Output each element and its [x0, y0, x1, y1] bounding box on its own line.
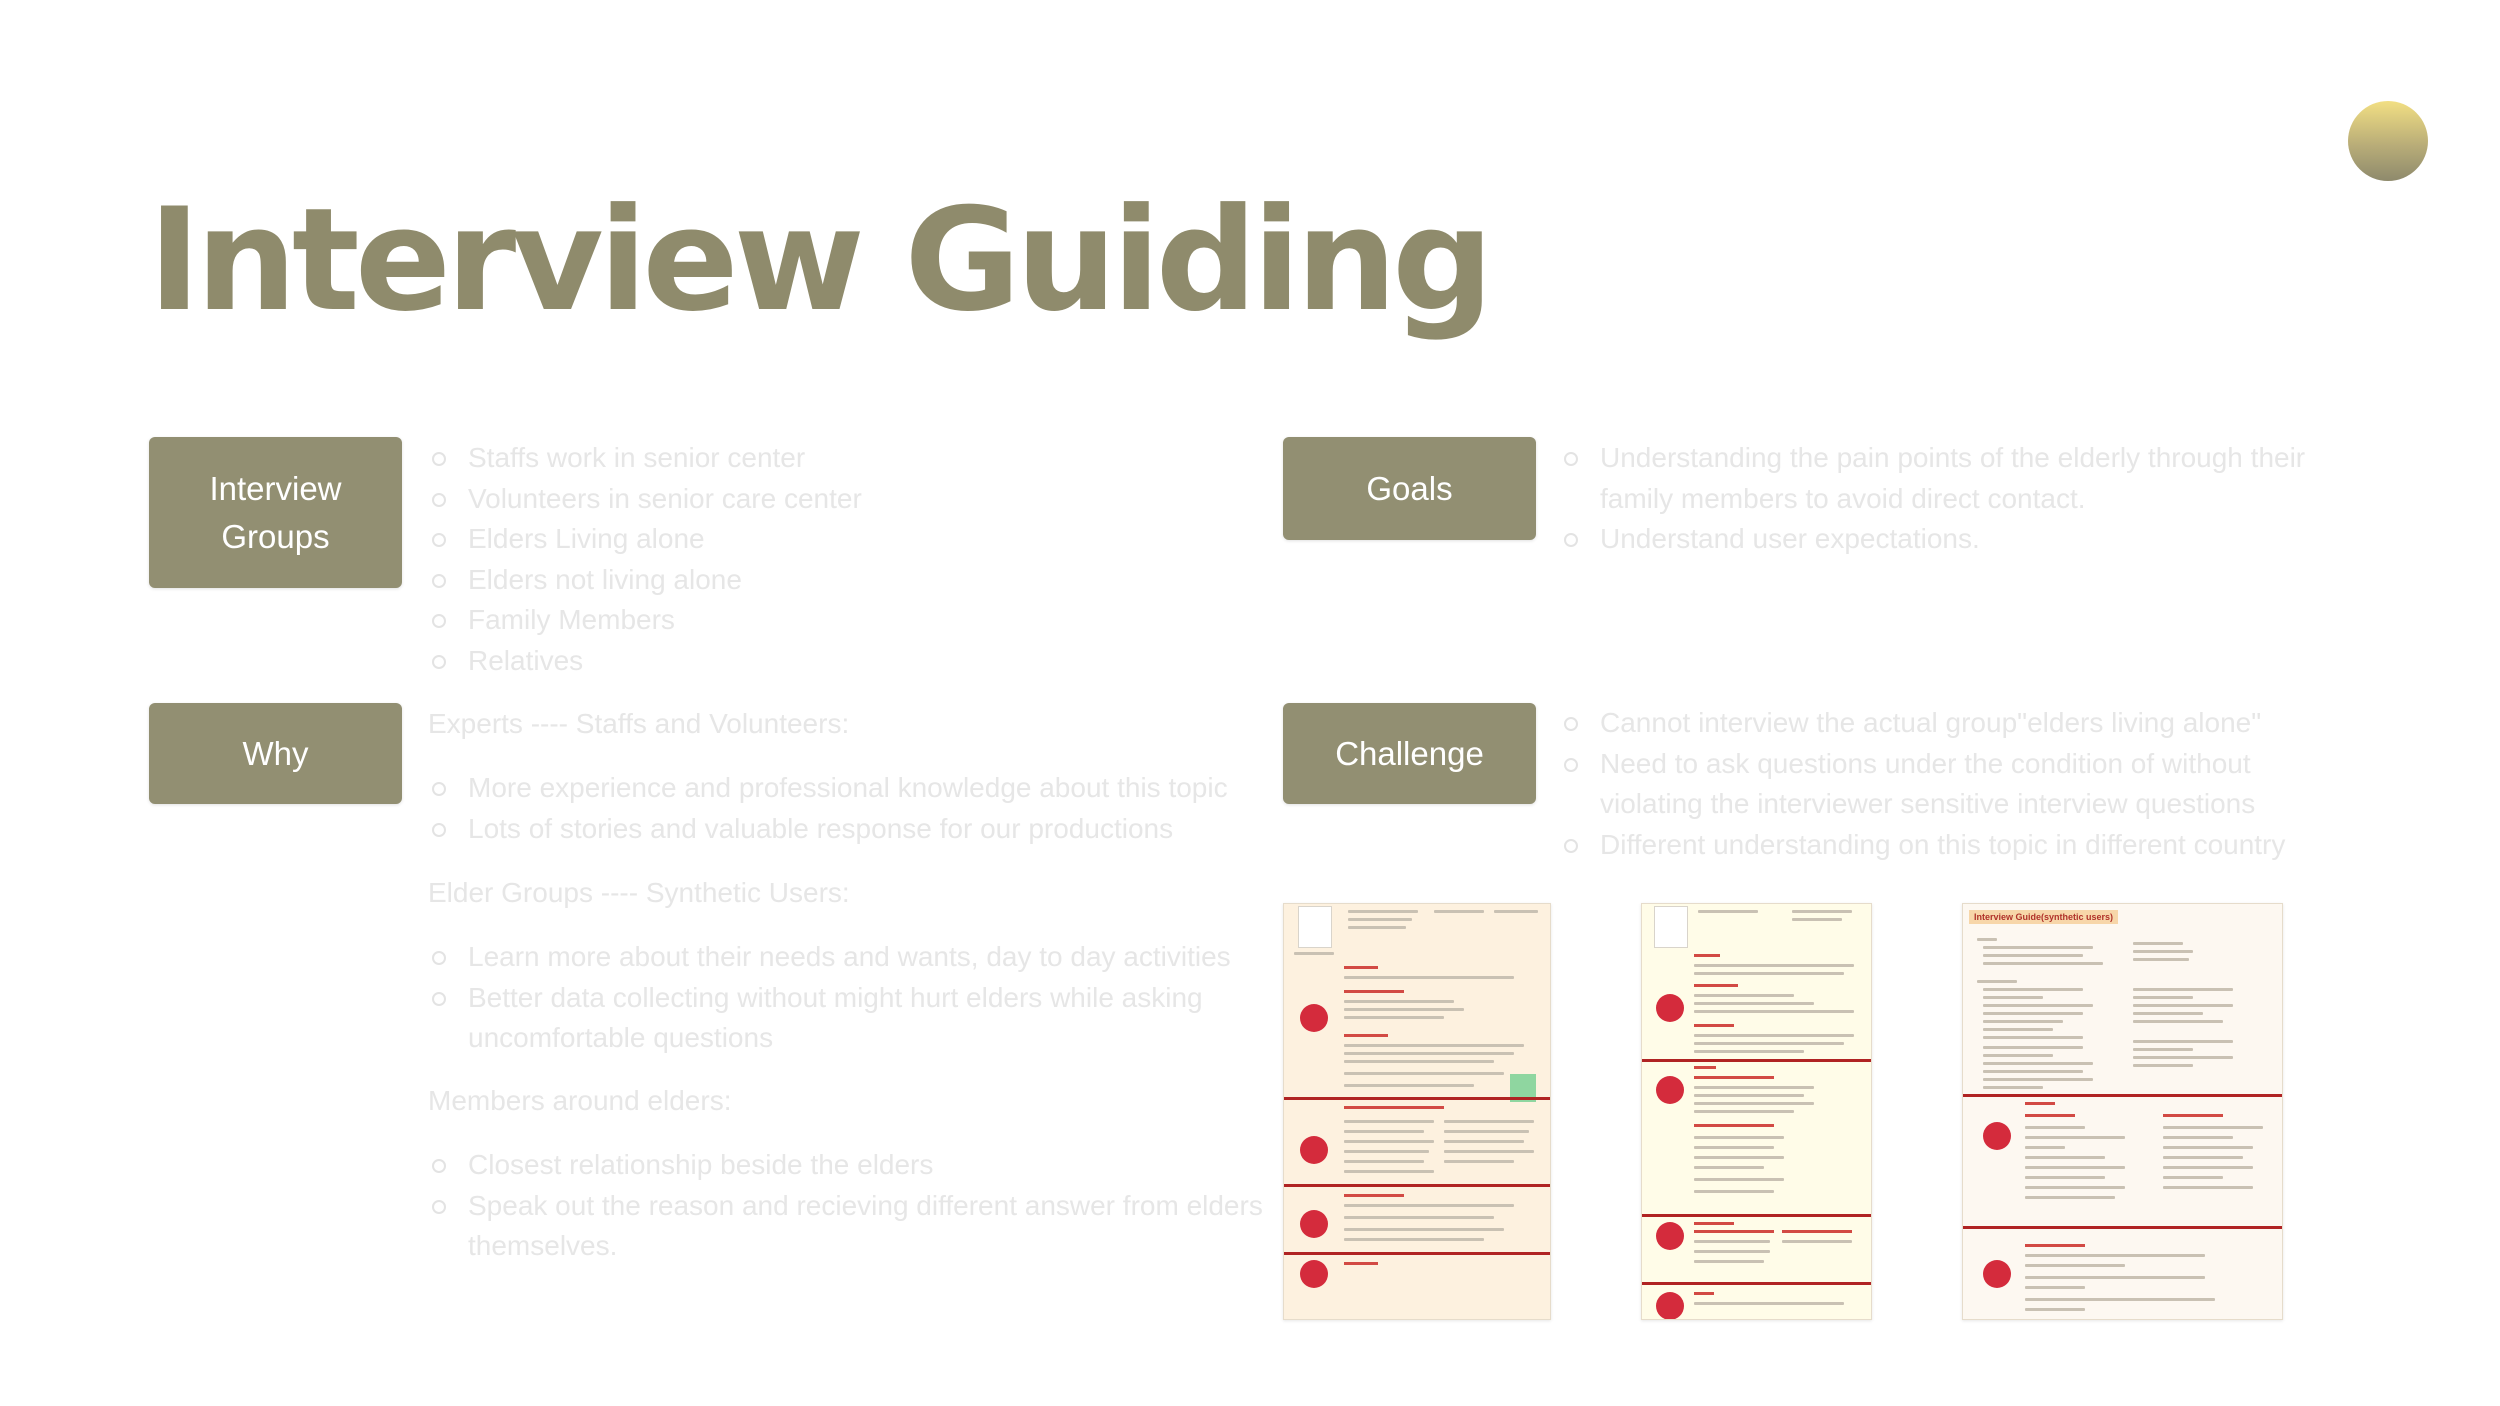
section-marker-icon: [1300, 1210, 1328, 1238]
section-marker-icon: [1983, 1260, 2011, 1288]
list-item: Cannot interview the actual group"elders living alone": [1560, 703, 2285, 744]
list-item: More experience and professional knowledge about this topic: [428, 768, 1228, 809]
elder-groups-heading: Elder Groups ---- Synthetic Users:: [428, 877, 850, 908]
document-preview-icon: [1298, 906, 1332, 948]
interview-groups-label-line1: Interview: [209, 469, 342, 507]
list-item: Understand user expectations.: [1560, 519, 2305, 560]
section-marker-icon: [1300, 1136, 1328, 1164]
why-label: Why: [242, 734, 309, 772]
interview-guide-thumbnail-3[interactable]: [1962, 903, 2283, 1320]
document-preview-icon: [1654, 906, 1688, 948]
goals-tag: [1283, 437, 1536, 540]
goals-label: Goals: [1366, 469, 1453, 507]
interview-groups-tag: [149, 437, 402, 588]
list-item: Speak out the reason and recieving different answer from elders: [428, 1186, 1263, 1227]
list-item: Family Members: [428, 600, 862, 641]
list-item: Understanding the pain points of the elderly through their: [1560, 438, 2305, 479]
section-marker-icon: [1656, 1076, 1684, 1104]
interview-guide-thumbnail-1[interactable]: [1283, 903, 1551, 1320]
list-item: Different understanding on this topic in different country: [1560, 825, 2285, 866]
list-item: Staffs work in senior center: [428, 438, 862, 479]
list-item: Relatives: [428, 641, 862, 682]
interview-guide-thumbnail-2[interactable]: [1641, 903, 1872, 1320]
list-item: Volunteers in senior care center: [428, 479, 862, 520]
list-item: Need to ask questions under the condition of without: [1560, 744, 2285, 785]
list-item: Elders Living alone: [428, 519, 862, 560]
challenge-list: [1560, 703, 2285, 865]
section-marker-icon: [1656, 1292, 1684, 1320]
page-title: Interview Guiding: [148, 178, 1489, 343]
list-item: violating the interviewer sensitive interview questions: [1600, 788, 2256, 820]
members-list: [428, 1145, 1263, 1267]
challenge-label: Challenge: [1335, 734, 1484, 772]
interview-groups-label-line2: Groups: [221, 517, 330, 555]
list-item: themselves.: [468, 1230, 618, 1262]
list-item: Closest relationship beside the elders: [428, 1145, 1263, 1186]
interview-groups-list: [428, 438, 862, 682]
why-tag: [149, 703, 402, 804]
section-marker-icon: [1300, 1004, 1328, 1032]
decorative-circle: [2348, 101, 2428, 181]
thumbnail-header: Interview Guide(synthetic users): [1969, 910, 2118, 924]
list-item: Lots of stories and valuable response for our productions: [428, 809, 1228, 850]
goals-list: [1560, 438, 2305, 560]
elder-groups-list: [428, 937, 1231, 1059]
challenge-tag: [1283, 703, 1536, 804]
experts-list: [428, 768, 1228, 849]
section-marker-icon: [1300, 1260, 1328, 1288]
members-heading: Members around elders:: [428, 1085, 732, 1116]
experts-heading: Experts ---- Staffs and Volunteers:: [428, 708, 850, 739]
list-item: family members to avoid direct contact.: [1600, 482, 2086, 514]
list-item: uncomfortable questions: [468, 1022, 774, 1054]
list-item: Better data collecting without might hurt elders while asking: [428, 978, 1231, 1019]
list-item: Learn more about their needs and wants, day to day activities: [428, 937, 1231, 978]
list-item: Elders not living alone: [428, 560, 862, 601]
section-marker-icon: [1656, 1222, 1684, 1250]
section-marker-icon: [1656, 994, 1684, 1022]
section-marker-icon: [1983, 1122, 2011, 1150]
